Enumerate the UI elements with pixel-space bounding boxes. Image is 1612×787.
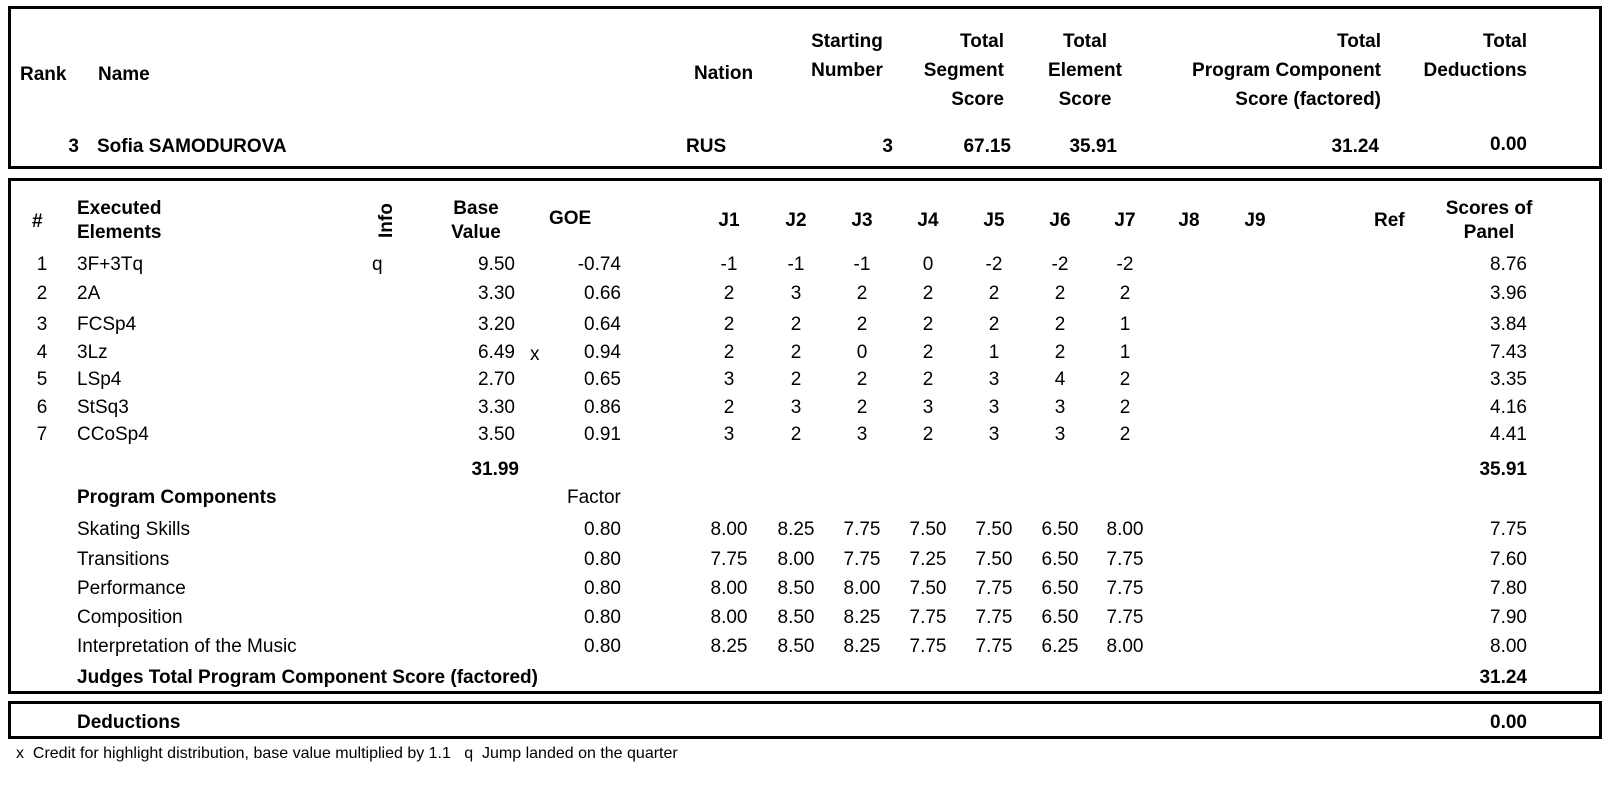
pcs-judge-score-j5: 7.75 bbox=[975, 578, 1013, 599]
element-base-value: 3.30 bbox=[478, 397, 515, 418]
element-row bbox=[11, 343, 1599, 365]
col-executed-header-line1: Executed bbox=[77, 198, 162, 219]
element-judge-score-j5: 2 bbox=[988, 314, 1000, 335]
element-judge-score-j6: 2 bbox=[1054, 314, 1066, 335]
element-goe: 0.91 bbox=[584, 424, 621, 445]
col-panel-header-line2: Panel bbox=[1463, 222, 1515, 243]
element-judge-score-j5: 2 bbox=[988, 283, 1000, 304]
deductions-box bbox=[8, 701, 1602, 739]
pcs-judge-score-j2: 8.25 bbox=[777, 519, 815, 540]
pcs-factor: 0.80 bbox=[584, 578, 621, 599]
pcs-row bbox=[11, 520, 1599, 542]
pcs-row bbox=[11, 550, 1599, 572]
pcs-component-name: Performance bbox=[77, 578, 186, 599]
pcs-judge-score-j4: 7.50 bbox=[909, 578, 947, 599]
element-goe: 0.86 bbox=[584, 397, 621, 418]
pcs-judge-score-j1: 7.75 bbox=[710, 549, 748, 570]
pcs-factor: 0.80 bbox=[584, 549, 621, 570]
col-panel-header-line1: Scores of bbox=[1445, 198, 1533, 219]
element-number: 3 bbox=[36, 314, 48, 335]
element-code: 2A bbox=[77, 283, 101, 304]
pcs-factor: 0.80 bbox=[584, 607, 621, 628]
pcs-judge-score-j3: 8.00 bbox=[843, 578, 881, 599]
element-panel-score: 4.16 bbox=[1490, 397, 1527, 418]
element-row bbox=[11, 255, 1599, 277]
pcs-judge-score-j2: 8.50 bbox=[777, 636, 815, 657]
element-goe: 0.94 bbox=[584, 342, 621, 363]
col-num-header: # bbox=[32, 211, 43, 232]
pcs-panel-score: 8.00 bbox=[1490, 636, 1527, 657]
element-goe: 0.66 bbox=[584, 283, 621, 304]
element-base-value: 3.20 bbox=[478, 314, 515, 335]
element-judge-score-j3: 2 bbox=[856, 314, 868, 335]
pcs-judge-score-j5: 7.50 bbox=[975, 549, 1013, 570]
segment-score-header bbox=[891, 27, 1004, 114]
judge-header-j7: J7 bbox=[1114, 210, 1136, 231]
element-score-header-line2: Element bbox=[1048, 60, 1122, 81]
element-judge-score-j4: 2 bbox=[922, 342, 934, 363]
pcs-factor: 0.80 bbox=[584, 519, 621, 540]
elements-base-total: 31.99 bbox=[471, 459, 519, 480]
element-judge-score-j3: 2 bbox=[856, 283, 868, 304]
nation-header: Nation bbox=[694, 63, 754, 84]
element-base-value: 3.50 bbox=[478, 424, 515, 445]
total-deductions: 0.00 bbox=[1490, 134, 1527, 155]
element-judge-score-j5: 3 bbox=[988, 369, 1000, 390]
pcs-component-name: Transitions bbox=[77, 549, 170, 570]
pcs-judge-score-j5: 7.75 bbox=[975, 607, 1013, 628]
pcs-judge-score-j7: 8.00 bbox=[1106, 519, 1144, 540]
element-panel-score: 8.76 bbox=[1490, 254, 1527, 275]
pcs-judge-score-j3: 7.75 bbox=[843, 519, 881, 540]
segment-score-header-line2: Segment bbox=[923, 60, 1004, 81]
element-base-value: 9.50 bbox=[478, 254, 515, 275]
pcs-judge-score-j3: 8.25 bbox=[843, 607, 881, 628]
element-panel-score: 7.43 bbox=[1490, 342, 1527, 363]
element-bonus-mark: x bbox=[530, 344, 540, 365]
pcs-judge-score-j5: 7.50 bbox=[975, 519, 1013, 540]
element-score-header-line1: Total bbox=[1063, 31, 1107, 52]
element-code: CCoSp4 bbox=[77, 424, 149, 445]
pcs-judge-score-j6: 6.25 bbox=[1041, 636, 1079, 657]
judge-header-j2: J2 bbox=[785, 210, 807, 231]
factor-header: Factor bbox=[567, 487, 621, 508]
element-judge-score-j3: 2 bbox=[856, 397, 868, 418]
col-base-header bbox=[441, 197, 511, 245]
col-panel-header bbox=[1431, 197, 1547, 245]
element-number: 1 bbox=[36, 254, 48, 275]
element-judge-score-j6: -2 bbox=[1051, 254, 1069, 275]
skater-summary-box bbox=[8, 6, 1602, 169]
name-header: Name bbox=[98, 64, 150, 85]
pcs-header-line3: Score (factored) bbox=[1235, 89, 1381, 110]
element-row bbox=[11, 315, 1599, 337]
deductions-header-line1: Total bbox=[1483, 31, 1527, 52]
element-score-header-line3: Score bbox=[1058, 89, 1112, 110]
pcs-judge-score-j2: 8.00 bbox=[777, 549, 815, 570]
pcs-row bbox=[11, 579, 1599, 601]
element-judge-score-j2: 3 bbox=[790, 397, 802, 418]
judge-header-j1: J1 bbox=[718, 210, 740, 231]
pcs-factor: 0.80 bbox=[584, 636, 621, 657]
element-score-header bbox=[1027, 27, 1143, 114]
element-judge-score-j5: 3 bbox=[988, 424, 1000, 445]
element-judge-score-j3: -1 bbox=[853, 254, 871, 275]
pcs-row bbox=[11, 637, 1599, 659]
element-judge-score-j7: 2 bbox=[1119, 424, 1131, 445]
element-judge-score-j6: 3 bbox=[1054, 424, 1066, 445]
score-details-box bbox=[8, 178, 1602, 694]
pcs-header-line1: Total bbox=[1337, 31, 1381, 52]
pcs-total-label: Judges Total Program Component Score (factored) bbox=[77, 667, 538, 688]
footnote: x Credit for highlight distribution, base value multiplied by 1.1 q Jump landed on the quarter bbox=[16, 745, 678, 762]
element-judge-score-j1: -1 bbox=[720, 254, 738, 275]
element-judge-score-j3: 0 bbox=[856, 342, 868, 363]
pcs-judge-score-j2: 8.50 bbox=[777, 607, 815, 628]
element-judge-score-j7: 1 bbox=[1119, 314, 1131, 335]
element-judge-score-j7: 2 bbox=[1119, 397, 1131, 418]
element-code: LSp4 bbox=[77, 369, 122, 390]
element-judge-score-j6: 2 bbox=[1054, 283, 1066, 304]
pcs-judge-score-j6: 6.50 bbox=[1041, 607, 1079, 628]
element-judge-score-j6: 3 bbox=[1054, 397, 1066, 418]
element-panel-score: 4.41 bbox=[1490, 424, 1527, 445]
pcs-header bbox=[1161, 27, 1381, 114]
element-row bbox=[11, 425, 1599, 447]
pcs-judge-score-j1: 8.00 bbox=[710, 578, 748, 599]
element-judge-score-j4: 2 bbox=[922, 283, 934, 304]
element-panel-score: 3.35 bbox=[1490, 369, 1527, 390]
element-judge-score-j1: 2 bbox=[723, 314, 735, 335]
pcs-component-name: Skating Skills bbox=[77, 519, 190, 540]
element-number: 7 bbox=[36, 424, 48, 445]
element-base-value: 2.70 bbox=[478, 369, 515, 390]
element-judge-score-j3: 3 bbox=[856, 424, 868, 445]
program-components-title: Program Components bbox=[77, 487, 277, 508]
col-goe-header: GOE bbox=[549, 208, 592, 229]
pcs-panel-score: 7.90 bbox=[1490, 607, 1527, 628]
element-info: q bbox=[372, 254, 383, 275]
col-executed-header-line2: Elements bbox=[77, 222, 162, 243]
element-judge-score-j1: 2 bbox=[723, 342, 735, 363]
element-code: FCSp4 bbox=[77, 314, 137, 335]
element-goe: -0.74 bbox=[577, 254, 621, 275]
pcs-judge-score-j3: 8.25 bbox=[843, 636, 881, 657]
pcs-judge-score-j6: 6.50 bbox=[1041, 549, 1079, 570]
element-judge-score-j7: 2 bbox=[1119, 283, 1131, 304]
element-judge-score-j4: 2 bbox=[922, 314, 934, 335]
element-judge-score-j4: 3 bbox=[922, 397, 934, 418]
element-panel-score: 3.96 bbox=[1490, 283, 1527, 304]
element-judge-score-j5: -2 bbox=[985, 254, 1003, 275]
element-row bbox=[11, 398, 1599, 420]
element-row bbox=[11, 370, 1599, 392]
element-judge-score-j2: 3 bbox=[790, 283, 802, 304]
col-base-header-line1: Base bbox=[453, 198, 499, 219]
judge-header-j4: J4 bbox=[917, 210, 939, 231]
element-judge-score-j7: -2 bbox=[1116, 254, 1134, 275]
pcs-judge-score-j4: 7.50 bbox=[909, 519, 947, 540]
pcs-judge-score-j7: 7.75 bbox=[1106, 549, 1144, 570]
element-judge-score-j1: 2 bbox=[723, 283, 735, 304]
deductions-value: 0.00 bbox=[1490, 712, 1527, 733]
element-number: 4 bbox=[36, 342, 48, 363]
pcs-judge-score-j1: 8.25 bbox=[710, 636, 748, 657]
skater-nation: RUS bbox=[686, 136, 727, 157]
total-pcs: 31.24 bbox=[1331, 136, 1379, 157]
pcs-judge-score-j1: 8.00 bbox=[710, 607, 748, 628]
element-judge-score-j5: 3 bbox=[988, 397, 1000, 418]
element-judge-score-j2: 2 bbox=[790, 314, 802, 335]
pcs-judge-score-j7: 7.75 bbox=[1106, 578, 1144, 599]
starting-number-header-line1: Starting bbox=[811, 31, 883, 52]
element-judge-score-j7: 2 bbox=[1119, 369, 1131, 390]
element-judge-score-j6: 4 bbox=[1054, 369, 1066, 390]
element-row bbox=[11, 284, 1599, 306]
element-base-value: 3.30 bbox=[478, 283, 515, 304]
starting-number-header bbox=[787, 27, 907, 85]
element-judge-score-j2: 2 bbox=[790, 424, 802, 445]
pcs-panel-score: 7.75 bbox=[1490, 519, 1527, 540]
pcs-judge-score-j4: 7.25 bbox=[909, 549, 947, 570]
element-panel-score: 3.84 bbox=[1490, 314, 1527, 335]
skater-starting-number: 3 bbox=[882, 136, 893, 157]
pcs-judge-score-j4: 7.75 bbox=[909, 607, 947, 628]
pcs-judge-score-j3: 7.75 bbox=[843, 549, 881, 570]
pcs-component-name: Interpretation of the Music bbox=[77, 636, 297, 657]
element-judge-score-j1: 3 bbox=[723, 424, 735, 445]
element-number: 6 bbox=[36, 397, 48, 418]
judge-header-j3: J3 bbox=[851, 210, 873, 231]
skater-name: Sofia SAMODUROVA bbox=[97, 136, 287, 157]
element-judge-score-j3: 2 bbox=[856, 369, 868, 390]
pcs-total-value: 31.24 bbox=[1479, 667, 1527, 688]
element-judge-score-j7: 1 bbox=[1119, 342, 1131, 363]
col-base-header-line2: Value bbox=[451, 222, 501, 243]
element-judge-score-j2: -1 bbox=[787, 254, 805, 275]
rank-header: Rank bbox=[20, 64, 67, 85]
skater-rank: 3 bbox=[68, 136, 79, 157]
pcs-judge-score-j4: 7.75 bbox=[909, 636, 947, 657]
pcs-panel-score: 7.60 bbox=[1490, 549, 1527, 570]
element-base-value: 6.49 bbox=[478, 342, 515, 363]
pcs-judge-score-j5: 7.75 bbox=[975, 636, 1013, 657]
col-executed-header bbox=[77, 197, 161, 245]
elements-score-total: 35.91 bbox=[1479, 459, 1527, 480]
col-ref-header: Ref bbox=[1374, 210, 1405, 231]
element-goe: 0.64 bbox=[584, 314, 621, 335]
segment-score-header-line1: Total bbox=[960, 31, 1004, 52]
element-goe: 0.65 bbox=[584, 369, 621, 390]
element-judge-score-j6: 2 bbox=[1054, 342, 1066, 363]
pcs-judge-score-j7: 7.75 bbox=[1106, 607, 1144, 628]
judge-header-j6: J6 bbox=[1049, 210, 1071, 231]
element-judge-score-j2: 2 bbox=[790, 342, 802, 363]
col-info-header: Info bbox=[376, 203, 397, 238]
element-code: 3F+3Tq bbox=[77, 254, 144, 275]
segment-score-header-line3: Score bbox=[951, 89, 1004, 110]
total-segment-score: 67.15 bbox=[963, 136, 1011, 157]
element-code: 3Lz bbox=[77, 342, 108, 363]
pcs-judge-score-j1: 8.00 bbox=[710, 519, 748, 540]
deductions-header-line2: Deductions bbox=[1423, 60, 1527, 81]
element-judge-score-j4: 0 bbox=[922, 254, 934, 275]
element-number: 5 bbox=[36, 369, 48, 390]
element-judge-score-j2: 2 bbox=[790, 369, 802, 390]
starting-number-header-line2: Number bbox=[811, 60, 883, 81]
element-number: 2 bbox=[36, 283, 48, 304]
deductions-header bbox=[1401, 27, 1527, 85]
deductions-label: Deductions bbox=[77, 712, 181, 733]
pcs-header-line2: Program Component bbox=[1192, 60, 1381, 81]
element-judge-score-j4: 2 bbox=[922, 369, 934, 390]
judge-header-j9: J9 bbox=[1244, 210, 1266, 231]
judge-header-j5: J5 bbox=[983, 210, 1005, 231]
element-judge-score-j1: 3 bbox=[723, 369, 735, 390]
pcs-judge-score-j6: 6.50 bbox=[1041, 519, 1079, 540]
element-code: StSq3 bbox=[77, 397, 129, 418]
pcs-panel-score: 7.80 bbox=[1490, 578, 1527, 599]
element-judge-score-j1: 2 bbox=[723, 397, 735, 418]
judge-header-j8: J8 bbox=[1178, 210, 1200, 231]
pcs-judge-score-j7: 8.00 bbox=[1106, 636, 1144, 657]
pcs-component-name: Composition bbox=[77, 607, 183, 628]
pcs-judge-score-j6: 6.50 bbox=[1041, 578, 1079, 599]
pcs-judge-score-j2: 8.50 bbox=[777, 578, 815, 599]
pcs-row bbox=[11, 608, 1599, 630]
element-judge-score-j5: 1 bbox=[988, 342, 1000, 363]
total-element-score: 35.91 bbox=[1069, 136, 1117, 157]
element-judge-score-j4: 2 bbox=[922, 424, 934, 445]
